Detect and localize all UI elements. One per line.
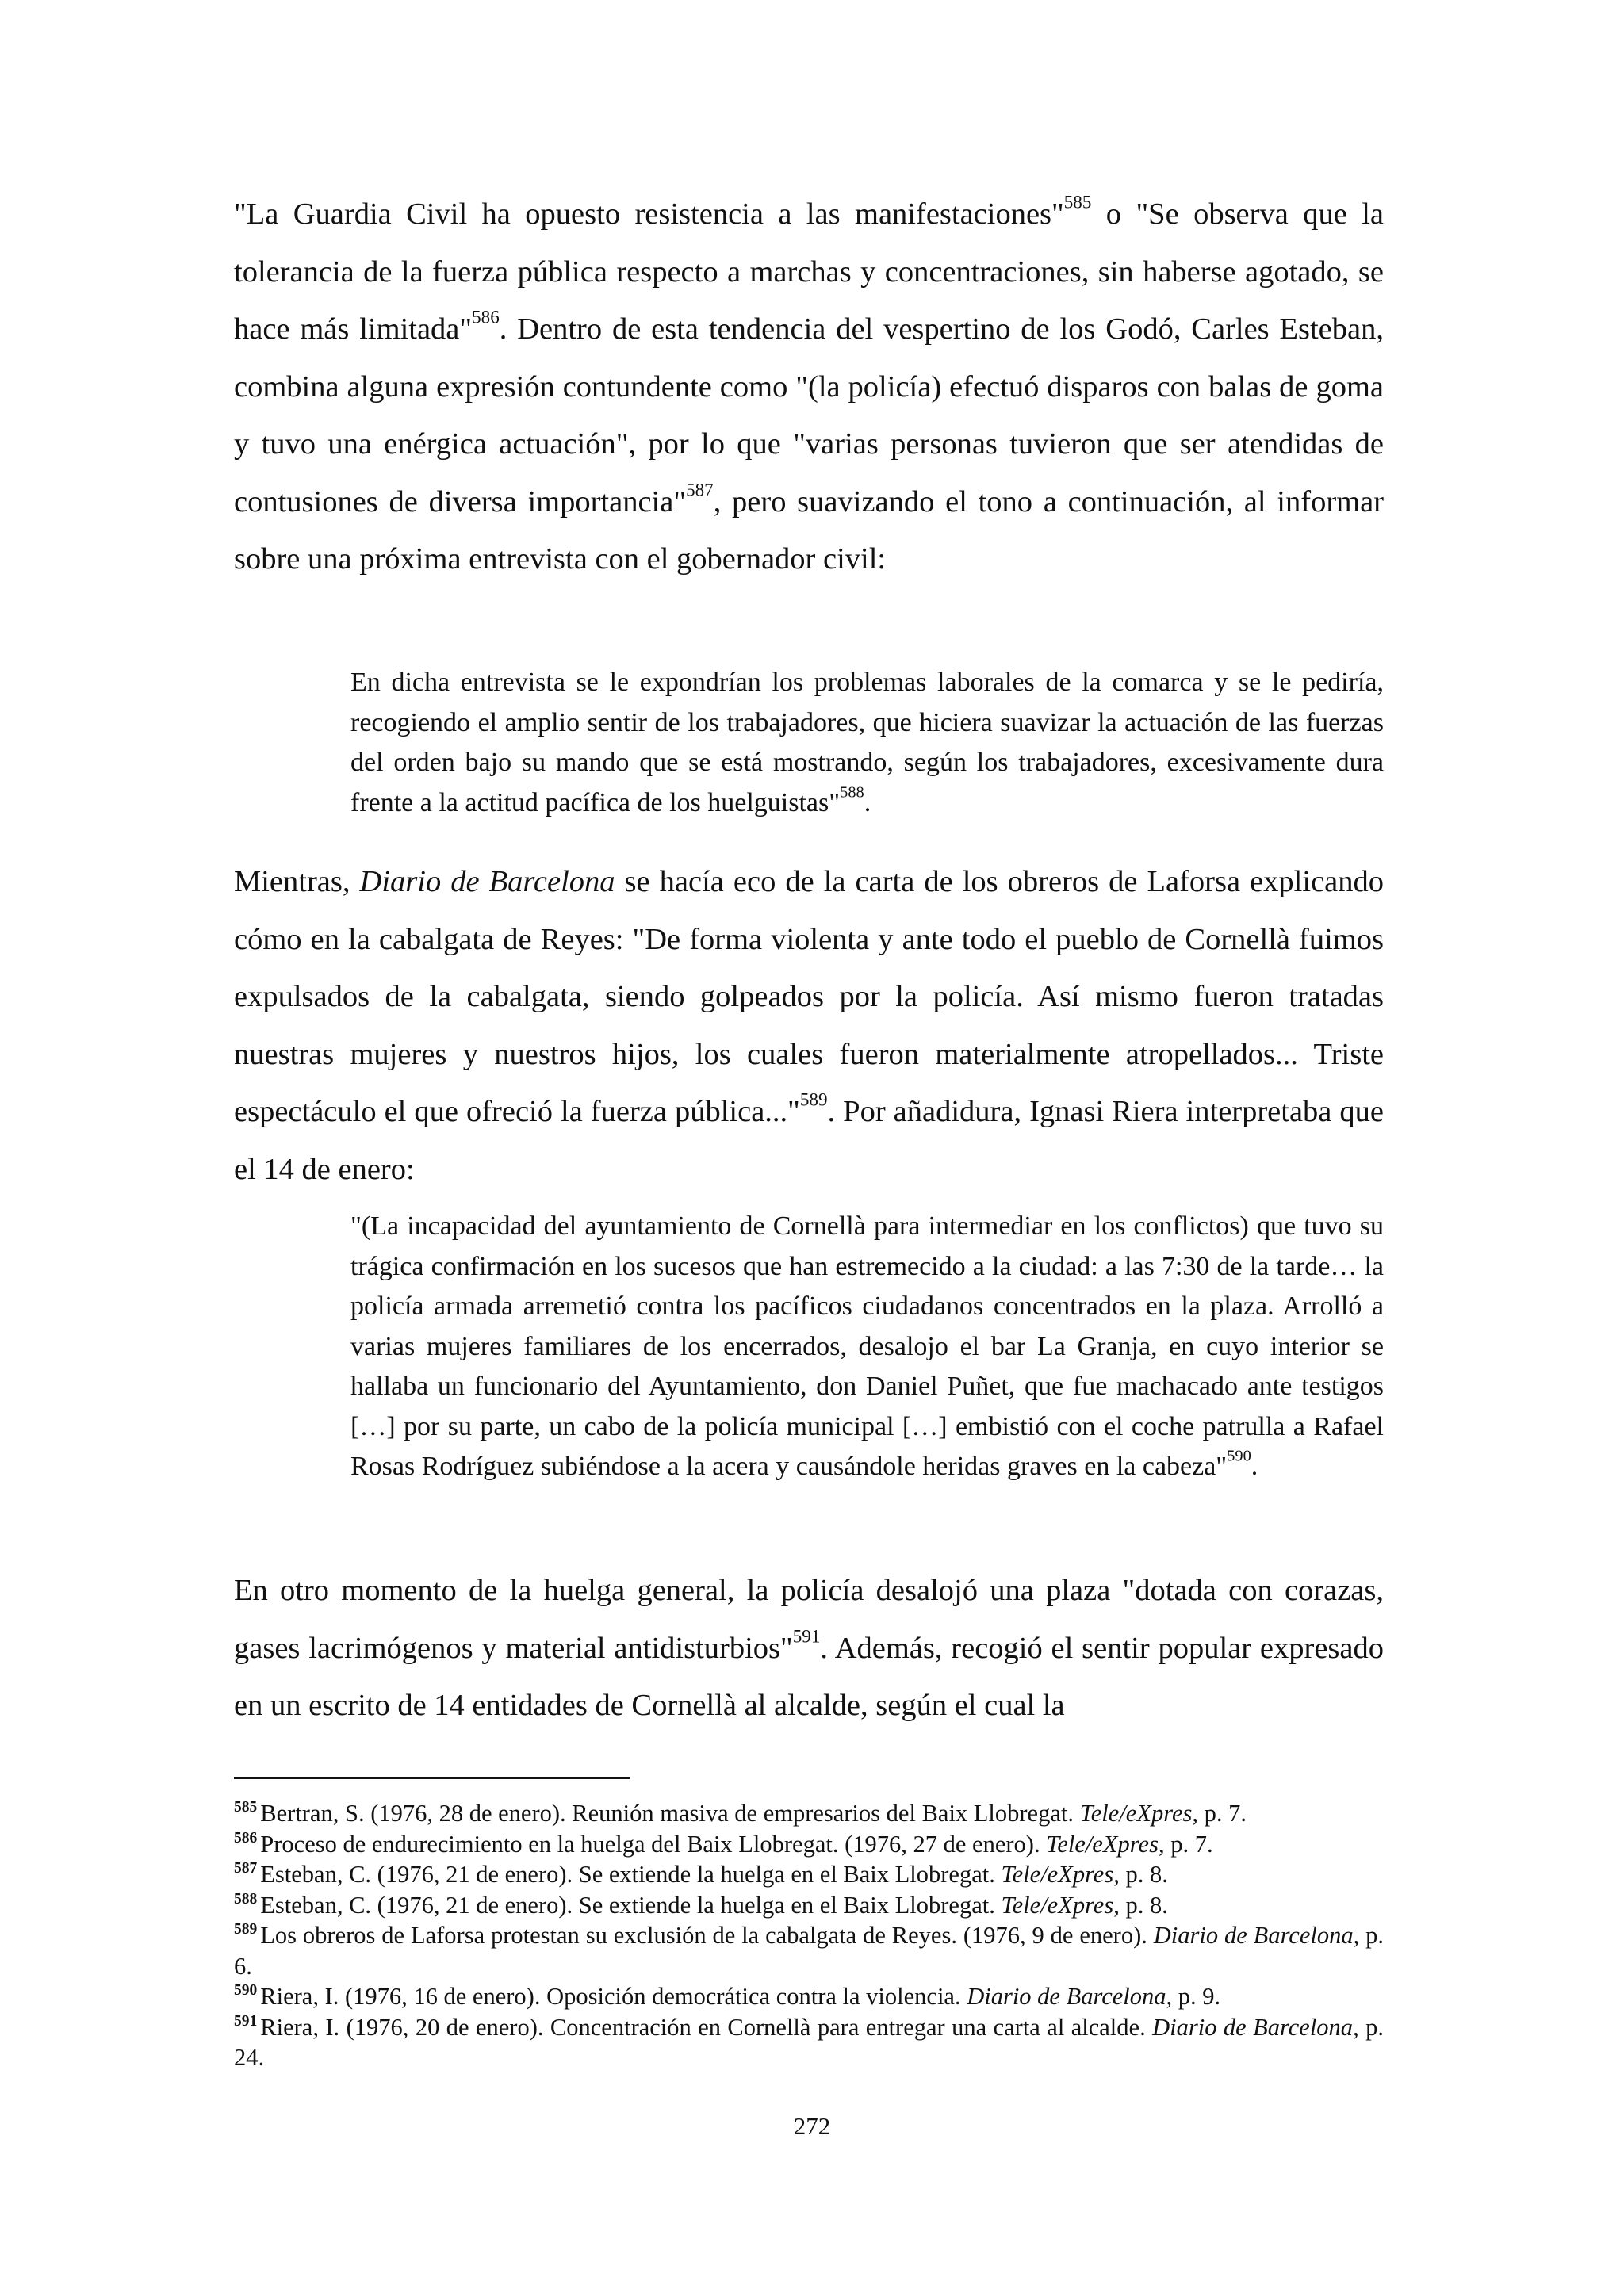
footnote-page: , p. 24.	[234, 2013, 1384, 2071]
footnote-589	[234, 1920, 1384, 1981]
paragraph-text: . Por añadidura, Ignasi Riera interpretaba que el 14 de enero:	[234, 1095, 1384, 1186]
footnote-source: Diario de Barcelona	[1152, 2013, 1354, 2041]
footnote-source: Tele/eXpres	[1079, 1800, 1193, 1827]
footnote-text: Esteban, C. (1976, 21 de enero). Se extiende la huelga en el Baix Llobregat.	[260, 1861, 1002, 1888]
paragraph-text: . Además, recogió el sentir popular expresado en un escrito de 14 entidades de Cornellà al alcalde, según el cual la	[234, 1631, 1384, 1722]
footnote-590	[234, 1981, 1384, 2012]
footnote-ref-585[interactable]: 585	[1063, 191, 1092, 212]
footnote-number: 587	[234, 1860, 258, 1877]
footnote-591	[234, 2012, 1384, 2073]
footnote-source: Diario de Barcelona	[1153, 1922, 1354, 1949]
footnote-source: Tele/eXpres	[1046, 1830, 1159, 1858]
footnote-page: , p. 7.	[1192, 1800, 1247, 1827]
paragraph-text: , pero suavizando el tono a continuación, al informar sobre una próxima entrevista con el gobernador civil:	[234, 484, 1384, 576]
footnote-page: , p. 7.	[1158, 1830, 1213, 1858]
footnote-text: Los obreros de Laforsa protestan su exclusión de la cabalgata de Reyes. (1976, 9 de enero).	[260, 1922, 1154, 1949]
footnote-585	[234, 1798, 1384, 1829]
footnote-divider	[234, 1777, 630, 1779]
paragraph-text: En otro momento de la huelga general, la policía desalojó una plaza "dotada con corazas, gases lacrimógenos y material antidisturbios"	[234, 1574, 1384, 1665]
footnote-number: 586	[234, 1829, 258, 1846]
footnote-text: Riera, I. (1976, 16 de enero). Oposición democrática contra la violencia.	[260, 1983, 967, 2010]
footnote-text: Proceso de endurecimiento en la huelga del Baix Llobregat. (1976, 27 de enero).	[260, 1830, 1047, 1858]
footnote-source: Diario de Barcelona	[967, 1983, 1166, 2010]
quote-text: En dicha entrevista se le expondrían los problemas laborales de la comarca y se le pediría, recogiendo el amplio sentir de los trabajadores, que hiciera suavizar la actuación de las fuerzas del orden bajo su mando que se está mostrando, según los trabajadores, excesivamente dura frente a la actitud pacífica de los huelguistas"	[350, 668, 1384, 817]
footnote-number: 585	[234, 1799, 258, 1816]
body-paragraph-2	[234, 853, 1384, 1198]
newspaper-title: Diario de Barcelona	[359, 865, 615, 898]
paragraph-text: o "Se observa que la tolerancia de la fuerza pública respecto a marchas y concentraciones, sin haberse agotado, se hace más limitada"	[234, 197, 1384, 346]
footnote-source: Tele/eXpres	[1001, 1861, 1114, 1888]
footnote-number: 590	[234, 1982, 258, 1999]
quote-text: .	[864, 787, 871, 817]
footnote-586	[234, 1829, 1384, 1860]
footnote-page: , p. 8.	[1113, 1891, 1168, 1919]
footnote-page: , p. 6.	[234, 1922, 1385, 1980]
footnote-ref-587[interactable]: 587	[686, 478, 714, 499]
footnote-page: , p. 9.	[1166, 1983, 1221, 2010]
quote-text: "(La incapacidad del ayuntamiento de Cornellà para intermediar en los conflictos) que tuvo su trágica confirmación en los sucesos que han estremecido a la ciudad: a las 7:30 de la tarde… la policía armada arremetió contra los pacíficos ciudadanos concentrados en la plaza. Arrolló a varias mujeres familiares de los encerrados, desalojo el bar La Granja, en cuyo interior se hallaba un funcionario del Ayuntamiento, don Daniel Puñet, que fue machacado ante testigos […] por su parte, un cabo de la policía municipal […] embistió con el coche patrulla a Rafael Rosas Rodríguez subiéndose a la acera y causándole heridas graves en la cabeza"	[350, 1211, 1384, 1481]
footnote-ref-589[interactable]: 589	[799, 1089, 828, 1110]
footnote-text: Riera, I. (1976, 20 de enero). Concentración en Cornellà para entregar una carta al alcalde.	[260, 2013, 1153, 2041]
footnote-text: Esteban, C. (1976, 21 de enero). Se extiende la huelga en el Baix Llobregat.	[260, 1891, 1002, 1919]
paragraph-text: . Dentro de esta tendencia del vespertino de los Godó, Carles Esteban, combina alguna expresión contundente como "(la policía) efectuó disparos con balas de goma y tuvo una enérgica actuación", por lo que "varias personas tuvieron que ser atendidas de contusiones de diversa importancia"	[234, 312, 1384, 519]
footnote-number: 588	[234, 1890, 258, 1908]
page-number: 272	[793, 2112, 831, 2140]
footnote-number: 589	[234, 1921, 258, 1938]
paragraph-text: se hacía eco de la carta de los obreros de Laforsa explicando cómo en la cabalgata de Reyes: "De forma violenta y ante todo el pueblo de Cornellà fuimos expulsados de la cabalgata, siendo golpeados por la policía. Así mismo fueron tratadas nuestras mujeres y nuestros hijos, los cuales fueron materialmente atropellados... Triste espectáculo el que ofreció la fuerza pública..."	[234, 865, 1384, 1128]
body-paragraph-3	[234, 1562, 1384, 1735]
paragraph-text: Mientras,	[234, 865, 360, 898]
footnote-page: , p. 8.	[1113, 1861, 1168, 1888]
body-paragraph-1	[234, 186, 1384, 588]
quote-text: .	[1251, 1452, 1258, 1481]
footnote-source: Tele/eXpres	[1001, 1891, 1114, 1919]
footnote-text: Bertran, S. (1976, 28 de enero). Reunión masiva de empresarios del Baix Llobregat.	[260, 1800, 1080, 1827]
footnotes-section	[234, 1798, 1384, 2073]
block-quote-2	[350, 1207, 1384, 1487]
footnote-number: 591	[234, 2012, 258, 2030]
footnote-588	[234, 1890, 1384, 1921]
paragraph-text: "La Guardia Civil ha opuesto resistencia a las manifestaciones"	[234, 197, 1064, 231]
footnote-ref-586[interactable]: 586	[472, 306, 500, 327]
footnote-ref-591[interactable]: 591	[792, 1624, 821, 1646]
block-quote-1	[350, 663, 1384, 823]
footnote-ref-590[interactable]: 590	[1227, 1447, 1251, 1465]
footnote-ref-588[interactable]: 588	[840, 783, 864, 802]
footnote-587	[234, 1859, 1384, 1890]
